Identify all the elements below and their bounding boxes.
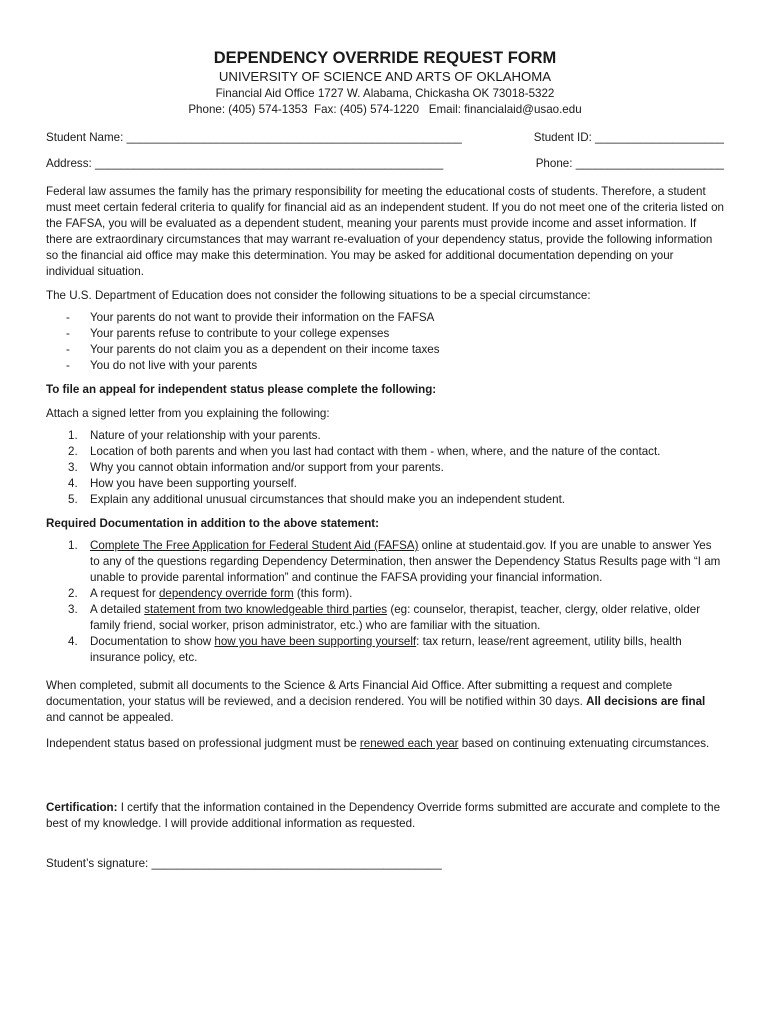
list-item: - Your parents do not claim you as a dependent on their income taxes <box>46 342 724 358</box>
list-item <box>46 634 724 666</box>
student-name-row <box>46 130 724 146</box>
list-item <box>46 428 724 444</box>
list-number: 3. <box>68 603 78 616</box>
student-name-field[interactable] <box>46 130 462 146</box>
renewal-text: Independent status based on professional judgment must be <box>46 737 360 750</box>
renewal-paragraph <box>46 736 724 752</box>
list-item <box>46 460 724 476</box>
student-id-field[interactable] <box>534 130 724 146</box>
signature-row[interactable] <box>46 856 724 872</box>
intro-paragraph: Federal law assumes the family has the primary responsibility for meeting the educational costs of students. Therefore, a student must meet certain federal criteria to qualify for financial aid as an independent student. If you do not meet one of the criteria listed on the FAFSA, you will be evaluated as a dependent student, meaning your parents must provide income and asset information. If there are extraordinary circumstances that may warrant re-evaluation of your dependency status, provide the following information so the financial aid office may make this determination. You may be asked for additional documentation depending on your individual situation. <box>46 185 724 278</box>
office-address: Financial Aid Office 1727 W. Alabama, Chickasha OK 73018-5322 <box>215 87 555 100</box>
list-text: Why you cannot obtain information and/or support from your parents. <box>90 461 444 474</box>
renewal-link: renewed each year <box>359 737 459 750</box>
phone-blank[interactable]: _______________________ <box>575 157 724 170</box>
support-link[interactable]: how you have been supporting yourself <box>214 635 417 648</box>
signature-blank[interactable]: _____________________________________________ <box>151 857 442 870</box>
certification-text: I certify that the information contained in the Dependency Override forms submitted are accurate and complete to the best of my knowledge. I will provide additional information as requested. <box>46 801 721 830</box>
phone-label: Phone: <box>535 157 573 170</box>
list-number: 4. <box>68 477 78 490</box>
override-form-link[interactable]: dependency override form <box>158 587 294 600</box>
list-text: A detailed <box>90 603 145 616</box>
list-item <box>46 538 724 586</box>
list-text: Location of both parents and when you last had contact with them - when, where, and the nature of the contact. <box>90 445 661 458</box>
list-text: Nature of your relationship with your parents. <box>90 429 321 442</box>
appeal-heading: To file an appeal for independent status please complete the following: <box>46 383 437 396</box>
university-name: UNIVERSITY OF SCIENCE AND ARTS OF OKLAHOMA <box>218 69 552 84</box>
certification-label: Certification: <box>46 801 118 814</box>
list-text: Explain any additional unusual circumstances that should make you an independent student. <box>90 493 566 506</box>
form-title: DEPENDENCY OVERRIDE REQUEST FORM <box>213 49 557 67</box>
third-parties-link[interactable]: statement from two knowledgeable third parties <box>144 603 388 616</box>
list-item: - You do not live with your parents <box>46 358 724 374</box>
appeal-lead: Attach a signed letter from you explaining the following: <box>46 407 330 420</box>
list-text: (eg: counselor, therapist, teacher, clergy, older relative, older family friend, social worker, prison administrator, etc.) who are familiar with the situation. <box>90 603 701 632</box>
student-name-label: Student Name: <box>46 131 124 144</box>
list-text: (this form). <box>293 587 353 600</box>
list-number: 2. <box>68 587 78 600</box>
list-number: 4. <box>68 635 78 648</box>
list-item <box>46 444 724 460</box>
list-item <box>46 586 724 602</box>
address-row <box>46 156 724 172</box>
list-number: 1. <box>68 539 78 552</box>
list-text: online at studentaid.gov. If you are unable to answer Yes to any of the questions regarding Dependency Determination, then answer the Dependency Status Results page with “I am unable to provide parental information” and continue the FAFSA providing your financial information. <box>90 539 721 584</box>
decisions-final: All decisions are final <box>586 695 706 708</box>
address-field[interactable] <box>46 156 443 172</box>
not-special-lead: The U.S. Department of Education does not consider the following situations to be a special circumstance: <box>46 289 591 302</box>
student-id-blank[interactable]: ____________________ <box>595 131 724 144</box>
submit-rest: and cannot be appealed. <box>46 711 174 724</box>
renewal-rest: based on continuing extenuating circumstances. <box>458 737 710 750</box>
office-contact: Phone: (405) 574-1353 Fax: (405) 574-1220 Email: financialaid@usao.edu <box>188 103 582 116</box>
list-text: A request for <box>90 587 159 600</box>
student-name-blank[interactable]: ____________________________________________________ <box>126 131 462 144</box>
list-number: 2. <box>68 445 78 458</box>
list-text: How you have been supporting yourself. <box>90 477 297 490</box>
phone-field[interactable] <box>536 156 724 172</box>
required-heading: Required Documentation in addition to the above statement: <box>46 517 380 530</box>
address-blank[interactable]: ______________________________________________________ <box>95 157 444 170</box>
not-special-list <box>46 310 724 374</box>
required-list <box>46 538 724 666</box>
list-item: - Your parents do not want to provide their information on the FAFSA <box>46 310 724 326</box>
list-text: : tax return, lease/rent agreement, utility bills, health insurance policy, etc. <box>90 635 682 664</box>
list-number: 5. <box>68 493 78 506</box>
list-item <box>46 492 724 508</box>
student-id-label: Student ID: <box>533 131 592 144</box>
certification-paragraph <box>46 800 724 832</box>
list-item <box>46 476 724 492</box>
list-number: 1. <box>68 429 78 442</box>
list-item <box>46 602 724 634</box>
address-label: Address: <box>46 157 92 170</box>
appeal-list <box>46 428 724 508</box>
fafsa-link[interactable]: Complete The Free Application for Federal Student Aid (FAFSA) <box>90 539 419 552</box>
submit-text: When completed, submit all documents to the Science & Arts Financial Aid Office. After submitting a request and complete documentation, your status will be reviewed, and a decision rendered. You will be notified within 30 days. <box>46 679 673 708</box>
submit-paragraph <box>46 678 724 726</box>
list-text: Documentation to show <box>90 635 215 648</box>
list-item: - Your parents refuse to contribute to your college expenses <box>46 326 724 342</box>
list-number: 3. <box>68 461 78 474</box>
signature-label: Student’s signature: <box>46 857 149 870</box>
